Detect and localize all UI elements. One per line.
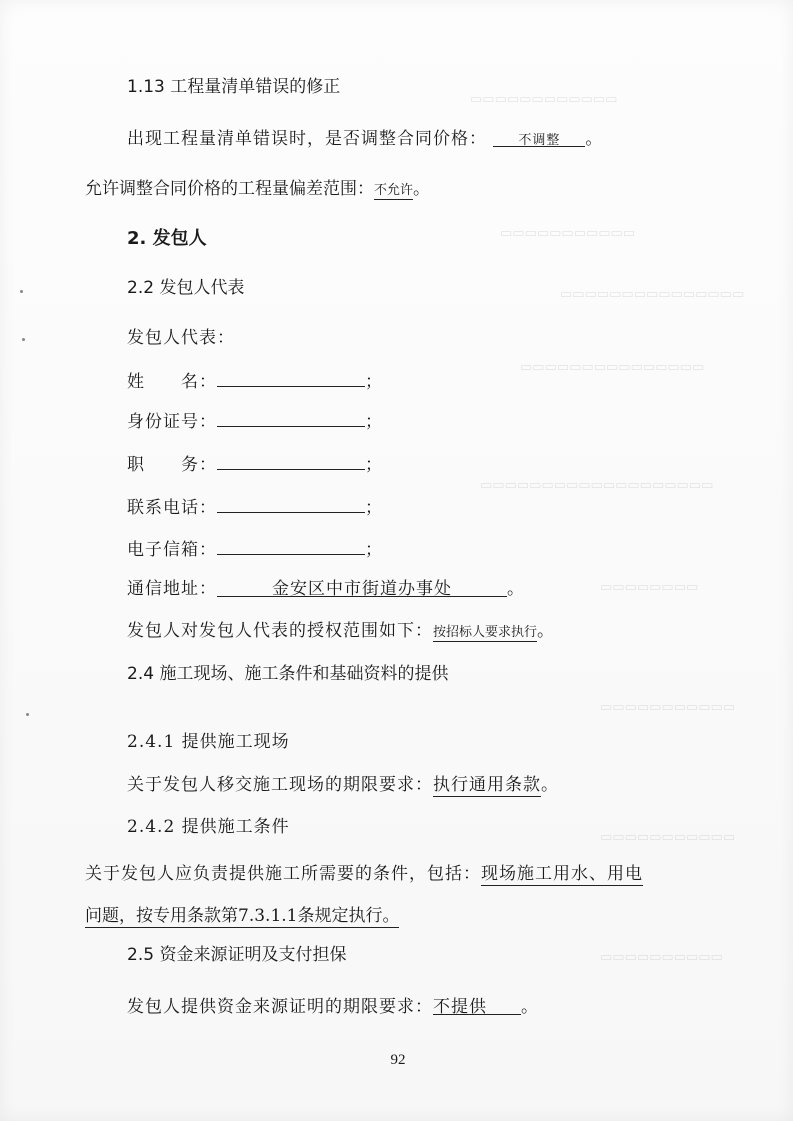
clause-value-text: 不调整 — [518, 133, 561, 148]
field-end: ； — [365, 540, 383, 560]
field-blank — [217, 408, 365, 427]
field-value: 金安区中市街道办事处 — [272, 579, 452, 599]
section-heading-2-4-1 — [127, 731, 290, 753]
bleed-through-text: ▭▭▭▭▭▭▭▭▭▭ — [600, 950, 723, 965]
section-heading-2-2 — [127, 277, 244, 299]
clause-label: 允许调整合同价格的工程量偏差范围： — [85, 179, 374, 199]
field-blank — [217, 536, 365, 555]
clause-label: 发包人对发包人代表的授权范围如下： — [127, 621, 433, 641]
heading-text: 2.4.2 提供施工条件 — [127, 817, 290, 837]
field-blank — [217, 368, 365, 387]
bleed-through-text: ▭▭▭▭▭▭▭▭ — [600, 580, 699, 595]
heading-text: 2.4.1 提供施工现场 — [127, 732, 290, 752]
section-heading-1-13 — [127, 76, 340, 98]
clause-value: 不提供 — [433, 997, 487, 1017]
page-number: 92 — [390, 1052, 406, 1068]
field-end: 。 — [507, 579, 525, 599]
heading-text: 1.13 工程量清单错误的修正 — [127, 77, 341, 97]
heading-text: 2. 发包人 — [127, 228, 207, 249]
clause-site-conditions — [85, 863, 643, 885]
bleed-through-text: ▭▭▭▭▭▭▭▭▭▭▭▭▭▭▭ — [560, 287, 745, 302]
section-heading-2 — [127, 228, 207, 250]
field-label: 姓 名： — [127, 372, 217, 392]
section-heading-2-4 — [127, 663, 448, 685]
clause-label: 关于发包人应负责提供施工所需要的条件，包括： — [85, 864, 481, 884]
clause-price-adjustment — [127, 128, 603, 150]
bleed-through-text: ▭▭▭▭▭▭▭▭▭▭▭▭▭▭▭▭▭▭▭ — [480, 478, 714, 493]
heading-text: 2.2 发包人代表 — [127, 278, 245, 298]
clause-value: 按招标人要求执行 — [433, 625, 538, 640]
field-end: ； — [365, 412, 383, 432]
scan-speck — [26, 713, 29, 716]
clause-quantity-deviation — [85, 178, 430, 202]
clause-end: 。 — [521, 997, 539, 1017]
field-label: 联系电话： — [127, 498, 217, 518]
clause-label: 出现工程量清单错误时，是否调整合同价格： — [127, 129, 487, 149]
field-label: 职 务： — [127, 455, 217, 475]
field-end: ； — [365, 498, 383, 518]
clause-label: 关于发包人移交施工现场的期限要求： — [127, 775, 433, 795]
field-label: 电子信箱： — [127, 540, 217, 560]
clause-blank — [433, 996, 521, 1015]
field-end: ； — [365, 455, 383, 475]
clause-value: 现场施工用水、用电 — [481, 864, 643, 884]
clause-authorization-scope — [127, 620, 555, 644]
bleed-through-text: ▭▭▭▭▭▭▭▭▭▭▭ — [500, 226, 636, 241]
field-address — [127, 578, 525, 600]
clause-value: 不允许 — [374, 183, 414, 198]
bleed-through-text: ▭▭▭▭▭▭▭▭▭▭▭ — [600, 830, 736, 845]
clause-value — [493, 128, 585, 147]
section-heading-2-4-2 — [127, 816, 290, 838]
clause-funding-proof — [127, 996, 539, 1018]
bleed-through-text: ▭▭▭▭▭▭▭▭▭▭▭▭ — [470, 92, 618, 107]
clause-value: 执行通用条款 — [433, 775, 541, 795]
field-id-number — [127, 408, 383, 433]
bleed-through-text: ▭▭▭▭▭▭▭▭▭▭▭ — [600, 700, 736, 715]
field-label: 通信地址： — [127, 579, 217, 599]
scan-speck — [22, 338, 25, 341]
clause-label: 发包人提供资金来源证明的期限要求： — [127, 997, 433, 1017]
field-end: ； — [365, 372, 383, 392]
field-position — [127, 451, 383, 476]
clause-value: 问题，按专用条款第7.3.1.1条规定执行。 — [85, 906, 400, 926]
rep-label-text: 发包人代表： — [127, 328, 235, 348]
section-heading-2-5 — [127, 944, 346, 966]
field-email — [127, 536, 383, 561]
scan-speck — [20, 290, 23, 293]
field-phone — [127, 494, 383, 519]
field-blank — [217, 494, 365, 513]
heading-text: 2.4 施工现场、施工条件和基础资料的提供 — [127, 664, 449, 684]
bleed-through-text: ▭▭▭▭▭▭▭▭▭▭▭▭▭▭▭ — [520, 360, 705, 375]
field-label: 身份证号： — [127, 412, 217, 432]
heading-text: 2.5 资金来源证明及支付担保 — [127, 945, 347, 965]
clause-site-handover — [127, 774, 559, 796]
clause-site-conditions-cont — [85, 905, 399, 927]
clause-end: 。 — [537, 621, 556, 641]
field-blank — [217, 451, 365, 470]
rep-label — [127, 327, 235, 349]
field-blank — [217, 578, 507, 597]
clause-end: 。 — [541, 775, 559, 795]
clause-end: 。 — [413, 179, 431, 199]
field-name — [127, 368, 383, 393]
clause-end: 。 — [585, 129, 604, 149]
